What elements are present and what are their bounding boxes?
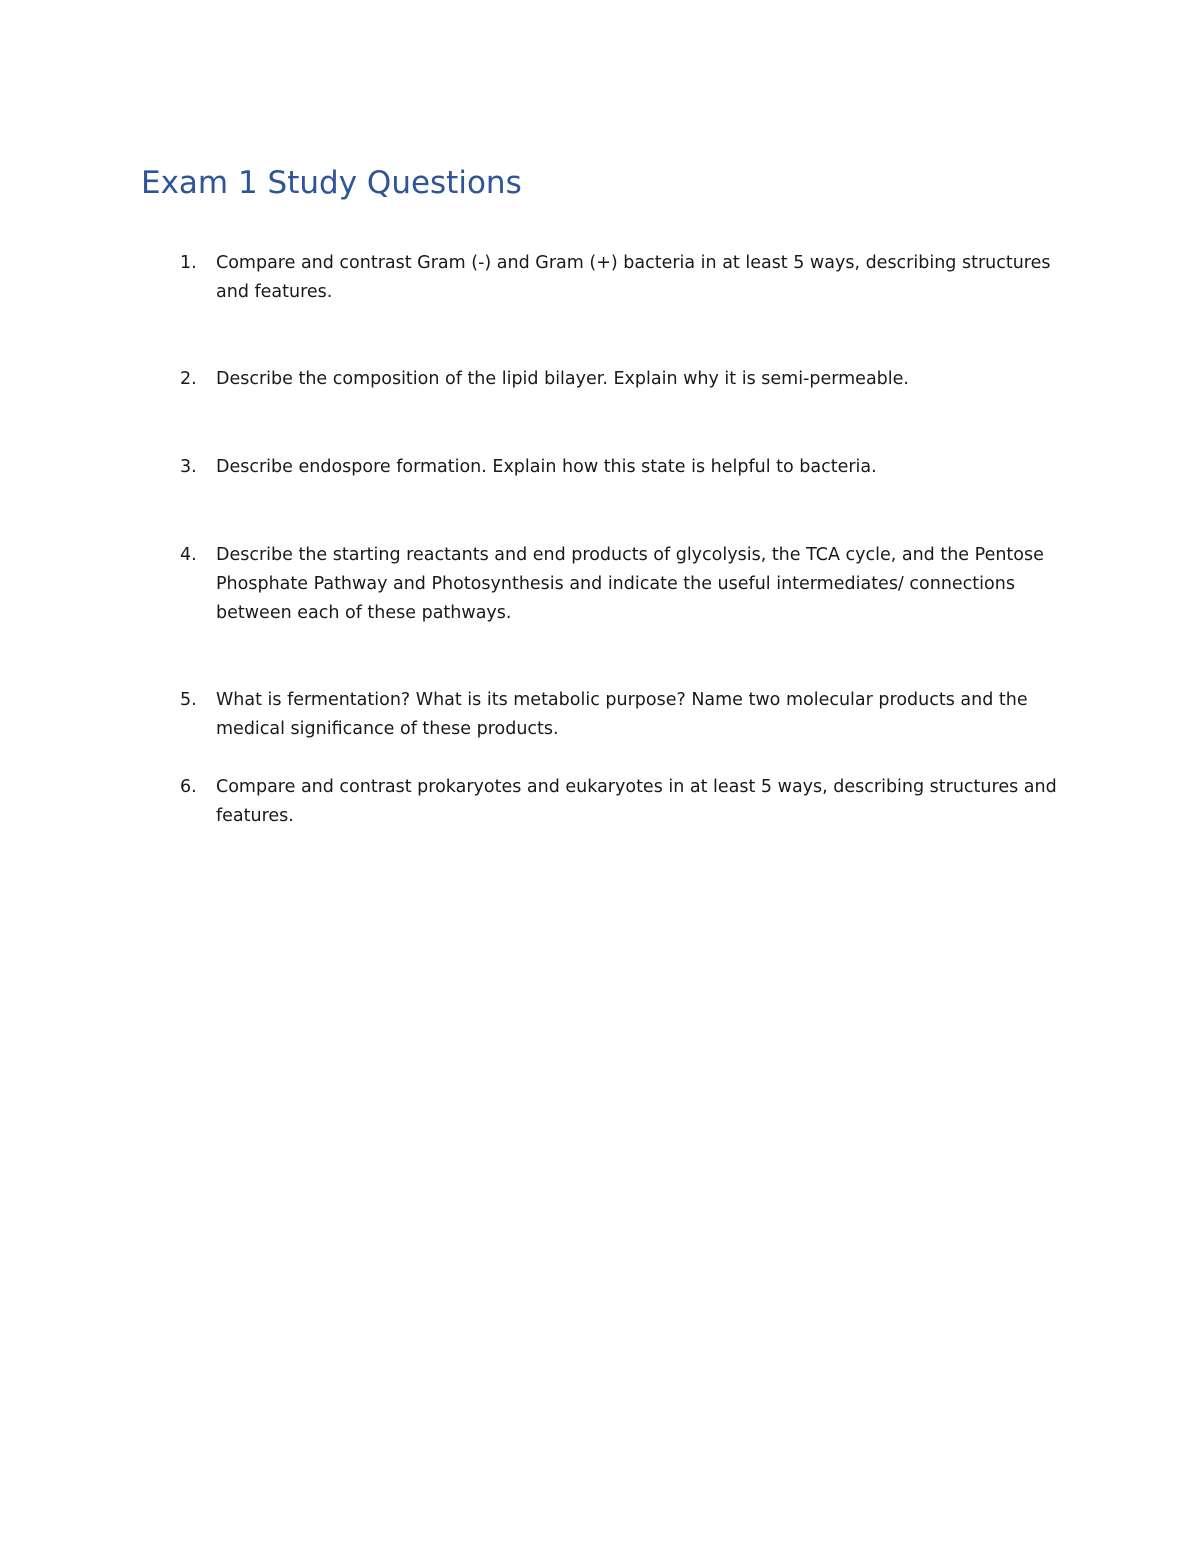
question-text: What is fermentation? What is its metabolic purpose? Name two molecular products and the medical significance of these products. [216,690,1028,739]
question-number: 6. [180,777,197,797]
question-number: 5. [180,690,197,710]
question-text: Describe the starting reactants and end products of glycolysis, the TCA cycle, and the Pentose Phosphate Pathway and Photosynthesis and indicate the useful intermediates/ connections between each of these pathways. [216,545,1044,623]
question-number: 1. [180,253,197,273]
question-text: Describe the composition of the lipid bilayer. Explain why it is semi-permeable. [216,369,909,389]
question-text: Describe endospore formation. Explain how this state is helpful to bacteria. [216,457,877,477]
question-number: 4. [180,545,197,565]
page-title: Exam 1 Study Questions [141,165,522,201]
question-text: Compare and contrast prokaryotes and eukaryotes in at least 5 ways, describing structures and features. [216,777,1057,826]
question-text: Compare and contrast Gram (-) and Gram (+) bacteria in at least 5 ways, describing structures and features. [216,253,1051,302]
question-number: 3. [180,457,197,477]
question-number: 2. [180,369,197,389]
